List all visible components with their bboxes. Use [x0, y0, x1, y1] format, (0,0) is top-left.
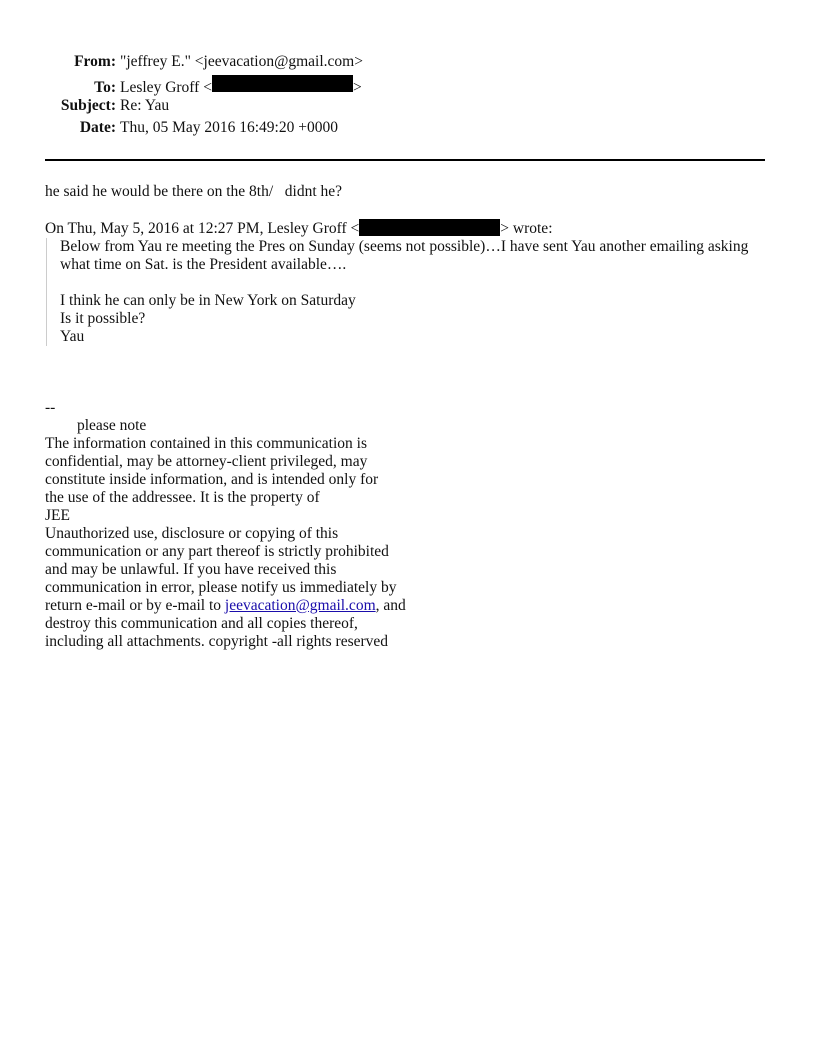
to-row — [45, 75, 363, 97]
to-name: Lesley Groff < — [120, 79, 212, 96]
disclaimer-line: including all attachments. copyright -all rights reserved — [45, 633, 389, 650]
email-header — [45, 53, 363, 141]
disclaimer-line: communication or any part thereof is strictly prohibited — [45, 543, 389, 560]
disclaimer-line — [45, 597, 425, 615]
signature-note: please note — [77, 417, 147, 434]
return-pre: return e-mail or by e-mail to — [45, 597, 225, 614]
disclaimer-line: the use of the addressee. It is the property of — [45, 489, 320, 506]
disclaimer-line: The information contained in this communication is — [45, 435, 367, 452]
message-body — [45, 183, 785, 346]
from-label: From: — [74, 53, 116, 70]
subject-row — [45, 97, 363, 119]
date-value: Thu, 05 May 2016 16:49:20 +0000 — [120, 119, 338, 136]
reply-text: he said he would be there on the 8th/ didnt he? — [45, 183, 343, 200]
quoted-paragraph: Below from Yau re meeting the Pres on Sunday (seems not possible)…I have sent Yau another emailing asking what time on Sat. is the President available…. — [60, 238, 749, 273]
date-label: Date: — [79, 119, 116, 136]
header-divider — [45, 159, 765, 161]
from-value: "jeffrey E." <jeevacation@gmail.com> — [120, 53, 363, 70]
from-row — [45, 53, 363, 75]
disclaimer-line: destroy this communication and all copies thereof, — [45, 615, 358, 632]
to-close: > — [352, 79, 362, 96]
email-link[interactable]: jeevacation@gmail.com — [224, 597, 376, 614]
disclaimer-line: and may be unlawful. If you have received this — [45, 561, 337, 578]
to-label: To: — [94, 79, 116, 96]
attribution-post: > wrote: — [500, 220, 553, 237]
date-row — [45, 119, 363, 141]
attribution-pre: On Thu, May 5, 2016 at 12:27 PM, Lesley Groff < — [45, 220, 360, 237]
subject-label: Subject: — [60, 97, 116, 114]
redaction-box — [359, 219, 500, 236]
attribution-line — [45, 219, 785, 238]
return-post: , and — [375, 597, 406, 614]
quoted-line: I think he can only be in New York on Saturday — [60, 292, 356, 309]
quoted-message — [46, 238, 772, 346]
disclaimer-line: confidential, may be attorney-client privileged, may — [45, 453, 368, 470]
disclaimer-line: communication in error, please notify us immediately by — [45, 579, 397, 596]
quoted-line: Is it possible? — [60, 310, 146, 327]
disclaimer-line: Unauthorized use, disclosure or copying of this — [45, 525, 339, 542]
signature-block — [45, 399, 425, 651]
disclaimer-line: constitute inside information, and is intended only for — [45, 471, 379, 488]
disclaimer-line: JEE — [45, 507, 70, 524]
redaction-box — [212, 75, 353, 92]
subject-value: Re: Yau — [120, 97, 170, 114]
quoted-line: Yau — [60, 328, 85, 345]
signature-separator: -- — [45, 399, 56, 416]
